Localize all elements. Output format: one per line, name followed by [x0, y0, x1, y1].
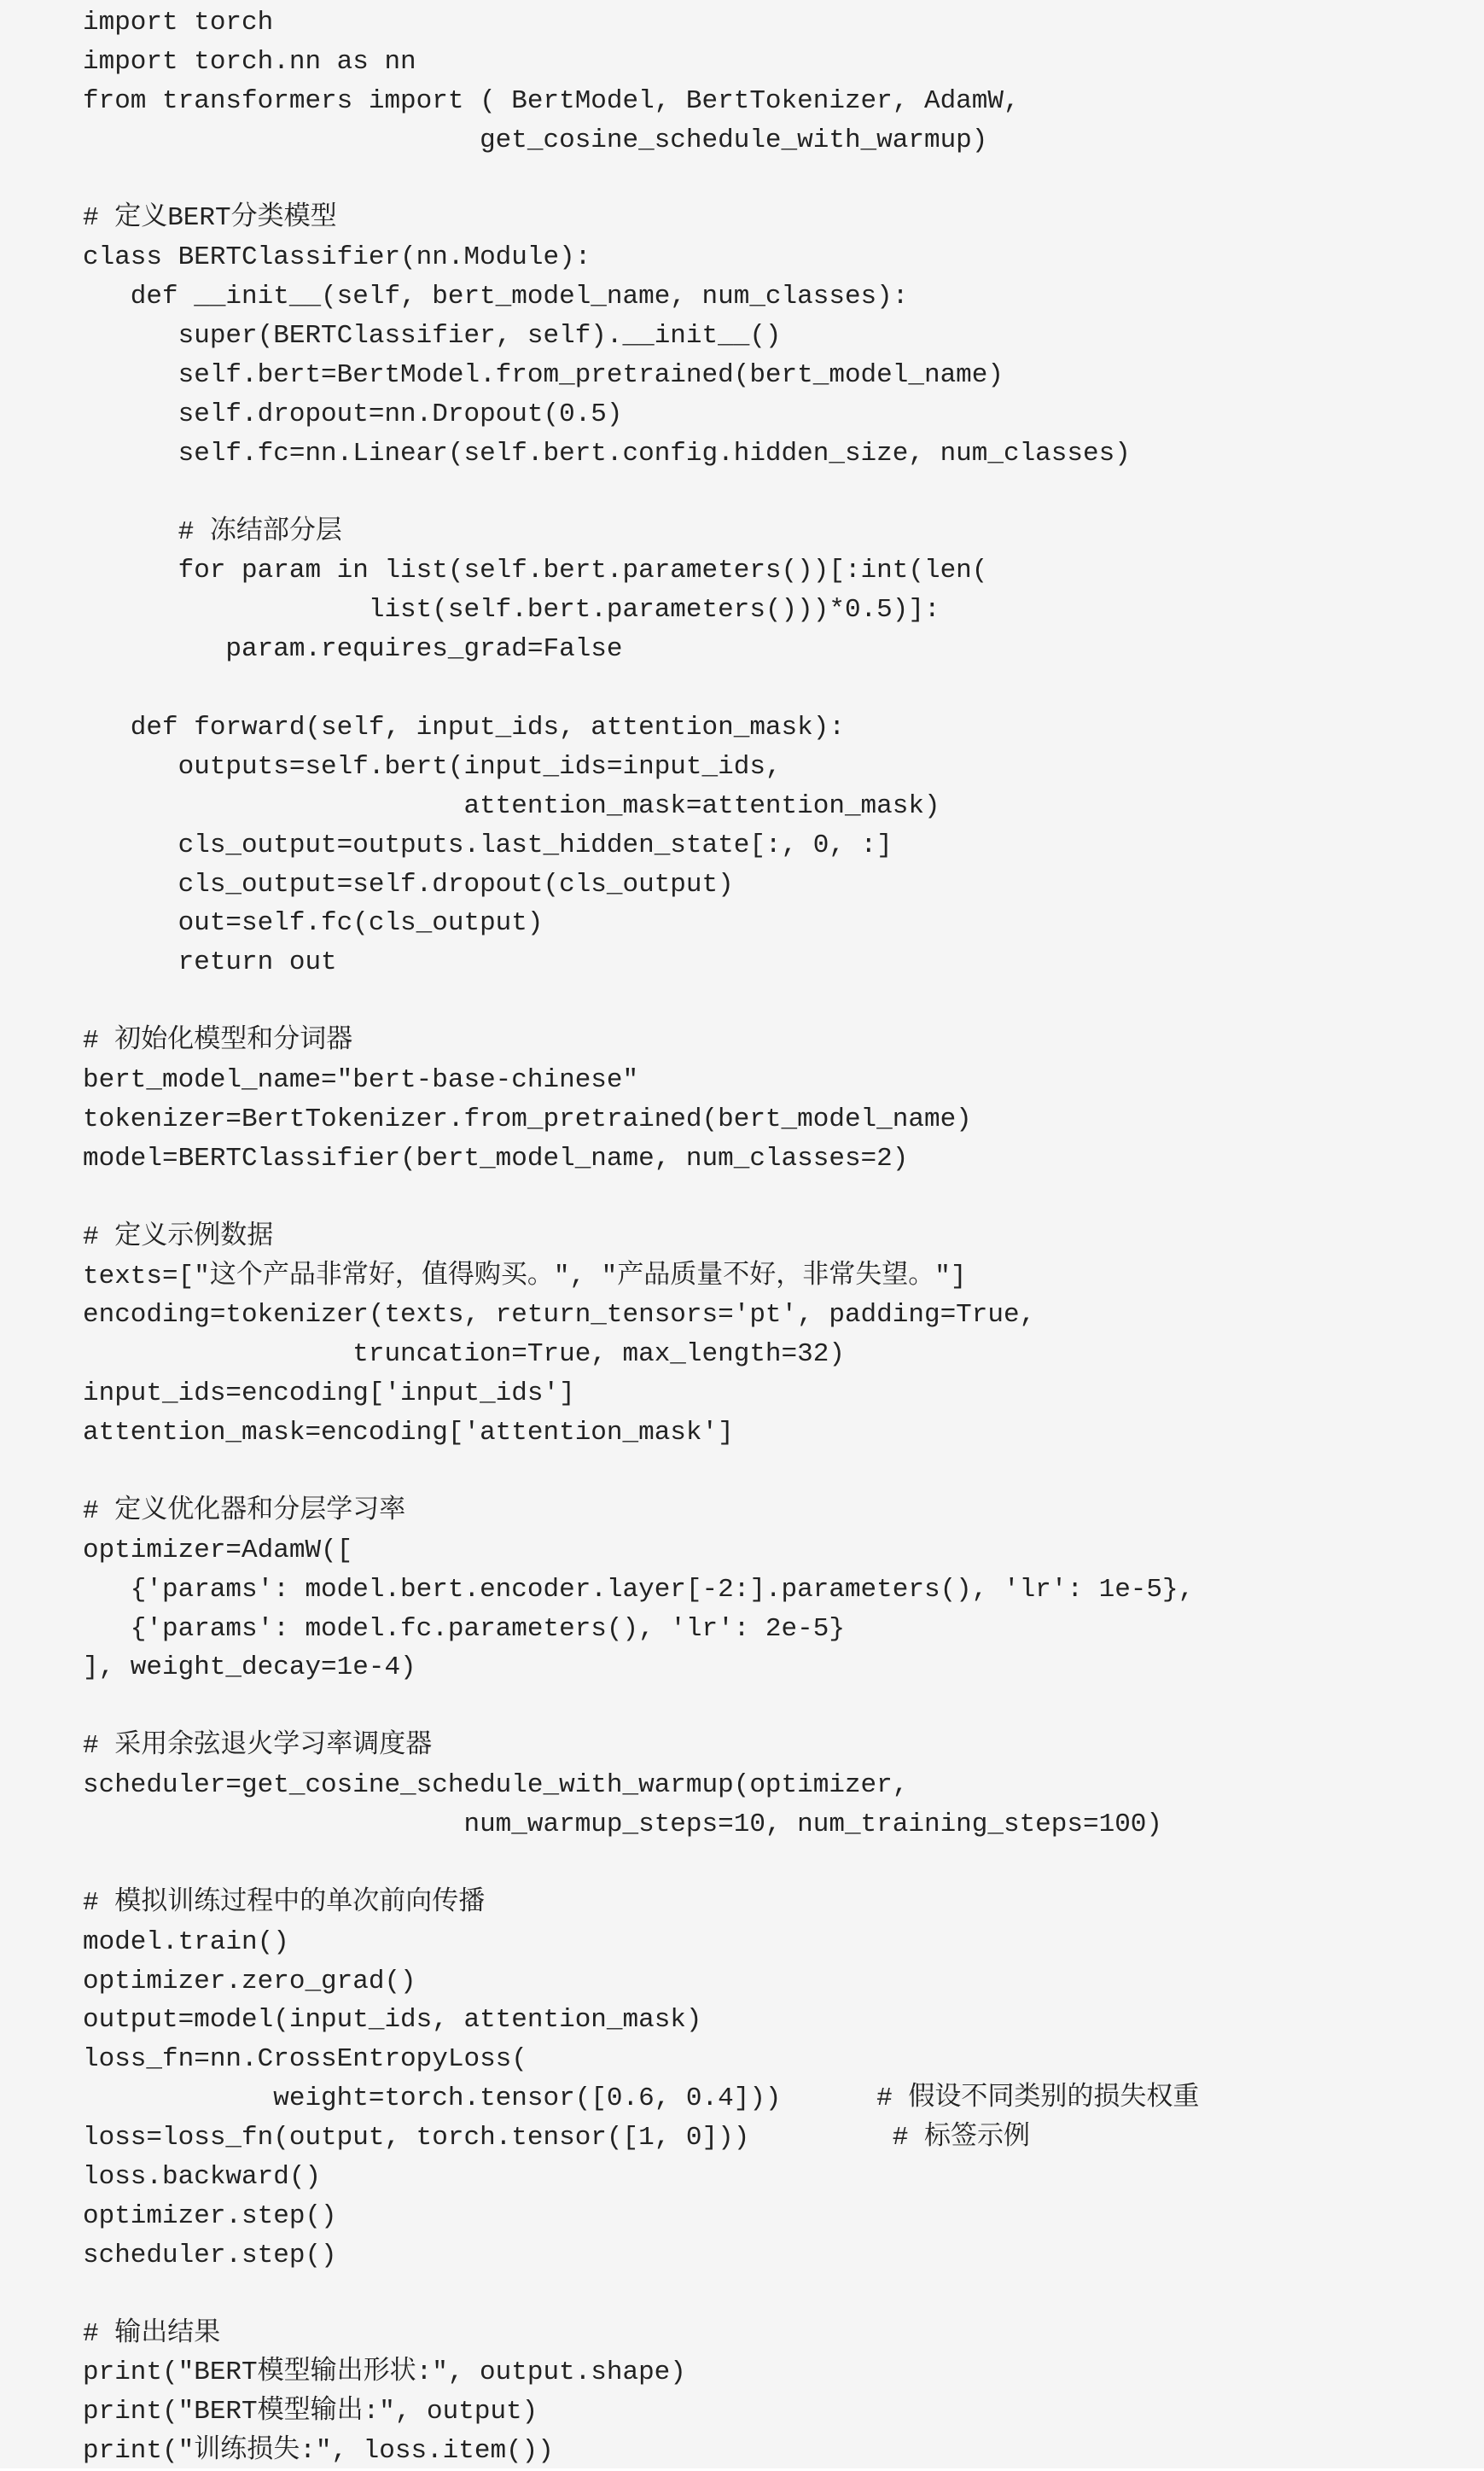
- code-line: [83, 1687, 1484, 1727]
- code-line: truncation=True, max_length=32): [83, 1339, 845, 1370]
- code-line: # 采用余弦退火学习率调度器: [83, 1731, 433, 1762]
- code-line: # 定义优化器和分层学习率: [83, 1495, 406, 1526]
- code-line: class BERTClassifier(nn.Module):: [83, 242, 591, 273]
- code-line: out=self.fc(cls_output): [83, 908, 544, 939]
- code-line: for param in list(self.bert.parameters())[:int(len(: [83, 556, 988, 586]
- code-line: import torch: [83, 8, 274, 38]
- code-line: self.dropout=nn.Dropout(0.5): [83, 399, 623, 429]
- code-line: self.fc=nn.Linear(self.bert.config.hidden_size, num_classes): [83, 438, 1131, 469]
- code-line: cls_output=outputs.last_hidden_state[:, 0, :]: [83, 830, 893, 860]
- code-line: {'params': model.fc.parameters(), 'lr': 2e-5}: [83, 1613, 845, 1644]
- code-line: [83, 1453, 1484, 1492]
- code-line: [83, 982, 1484, 1022]
- code-line: loss=loss_fn(output, torch.tensor([1, 0])) # 标签示例: [83, 2123, 1030, 2153]
- code-line: output=model(input_ids, attention_mask): [83, 2005, 702, 2036]
- code-line: print("训练损失:", loss.item()): [83, 2436, 554, 2467]
- code-line: param.requires_grad=False: [83, 634, 623, 665]
- code-line: # 定义BERT分类模型: [83, 203, 337, 234]
- code-line: model.train(): [83, 1926, 289, 1957]
- code-line: weight=torch.tensor([0.6, 0.4])) # 假设不同类别的损失权重: [83, 2083, 1200, 2114]
- code-line: model=BERTClassifier(bert_model_name, num_classes=2): [83, 1143, 909, 1174]
- code-line: attention_mask=encoding['attention_mask']: [83, 1418, 734, 1448]
- code-line: scheduler=get_cosine_schedule_with_warmup(optimizer,: [83, 1770, 909, 1801]
- code-line: # 模拟训练过程中的单次前向传播: [83, 1887, 486, 1918]
- code-line: [83, 669, 1484, 708]
- code-line: print("BERT模型输出:", output): [83, 2397, 538, 2427]
- code-line: # 定义示例数据: [83, 1221, 274, 1252]
- code-line: input_ids=encoding['input_ids']: [83, 1378, 575, 1409]
- code-line: def forward(self, input_ids, attention_mask):: [83, 713, 845, 743]
- code-line: super(BERTClassifier, self).__init__(): [83, 321, 782, 352]
- code-line: cls_output=self.dropout(cls_output): [83, 869, 734, 900]
- code-line: self.bert=BertModel.from_pretrained(bert_model_name): [83, 360, 1004, 391]
- code-line: {'params': model.bert.encoder.layer[-2:].parameters(), 'lr': 1e-5},: [83, 1574, 1195, 1605]
- code-line: optimizer=AdamW([: [83, 1535, 353, 1565]
- code-line: [83, 1179, 1484, 1218]
- code-line: bert_model_name="bert-base-chinese": [83, 1065, 639, 1096]
- code-line: optimizer.step(): [83, 2200, 337, 2231]
- code-line: loss_fn=nn.CrossEntropyLoss(: [83, 2044, 527, 2075]
- code-line: from transformers import ( BertModel, BertTokenizer, AdamW,: [83, 85, 1020, 116]
- code-line: # 初始化模型和分词器: [83, 1026, 353, 1057]
- code-line: [83, 1845, 1484, 1884]
- code-line: encoding=tokenizer(texts, return_tensors='pt', padding=True,: [83, 1300, 1036, 1331]
- code-line: loss.backward(): [83, 2161, 322, 2192]
- code-line: get_cosine_schedule_with_warmup): [83, 125, 988, 155]
- code-line: tokenizer=BertTokenizer.from_pretrained(bert_model_name): [83, 1104, 972, 1134]
- code-line: ], weight_decay=1e-4): [83, 1652, 416, 1683]
- code-line: texts=["这个产品非常好，值得购买。", "产品质量不好，非常失望。"]: [83, 1261, 967, 1291]
- code-line: [83, 2276, 1484, 2315]
- code-line: optimizer.zero_grad(): [83, 1966, 416, 1996]
- code-line: import torch.nn as nn: [83, 46, 416, 77]
- code-line: return out: [83, 947, 337, 978]
- code-line: # 冻结部分层: [83, 516, 342, 547]
- code-line: outputs=self.bert(input_ids=input_ids,: [83, 751, 782, 782]
- code-line: num_warmup_steps=10, num_training_steps=100): [83, 1809, 1163, 1839]
- code-line: attention_mask=attention_mask): [83, 790, 940, 821]
- code-line: print("BERT模型输出形状:", output.shape): [83, 2357, 686, 2388]
- code-line: def __init__(self, bert_model_name, num_classes):: [83, 282, 909, 312]
- code-line: [83, 474, 1484, 513]
- code-line: [83, 160, 1484, 200]
- code-line: # 输出结果: [83, 2318, 221, 2349]
- code-line: list(self.bert.parameters()))*0.5)]:: [83, 595, 940, 626]
- code-line: scheduler.step(): [83, 2240, 337, 2270]
